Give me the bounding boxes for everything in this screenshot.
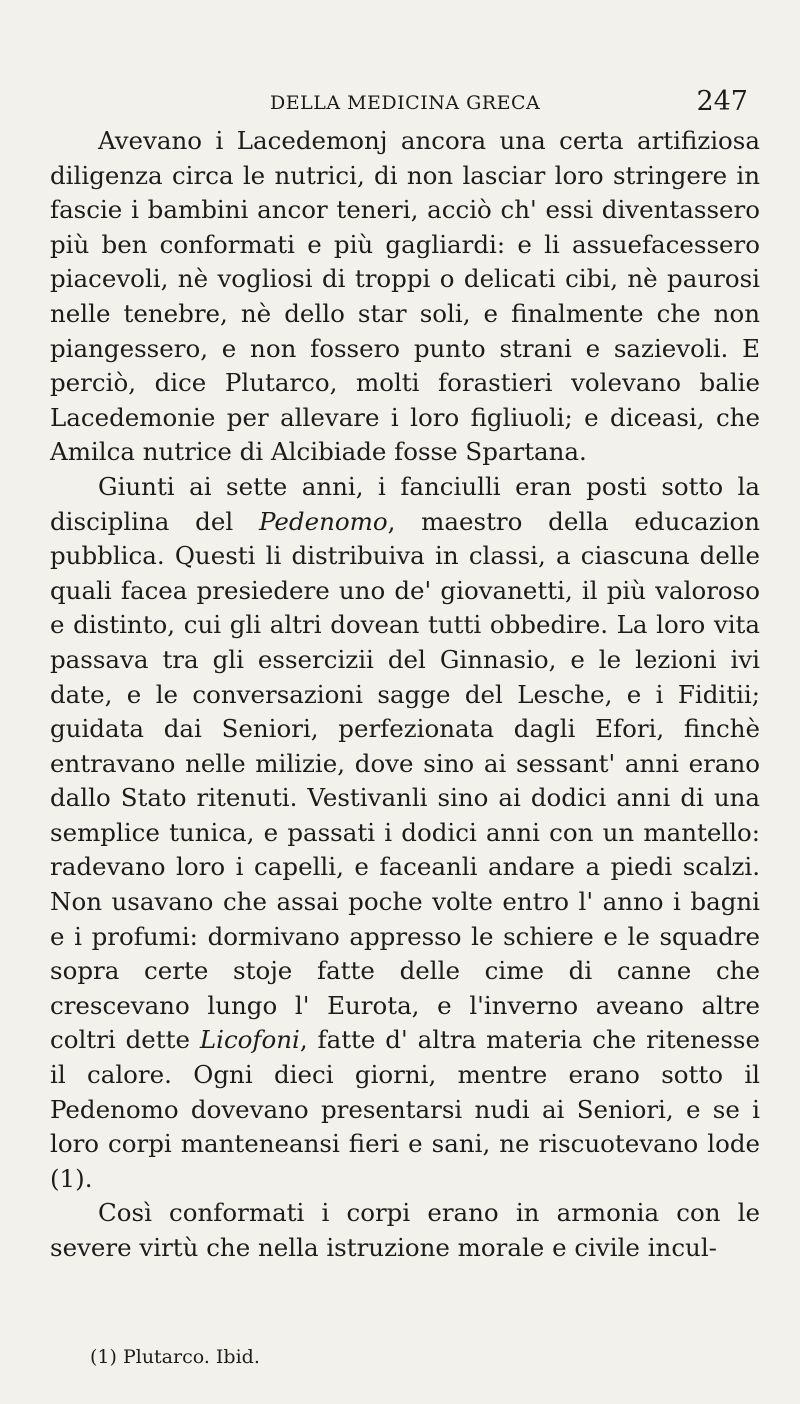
page-header: [0, 86, 800, 122]
paragraph-2-text-c: , maestro della educazion pubblica. Questi li distribuiva in classi, a ciascuna delle quali facea presiedere uno de' giovanetti, il più valoroso e distinto, cui gli altri dovean tutti obbedire. La loro vita passava tra gli essercizii del Ginnasio, e le lezioni ivi date, e le conversazioni sagge del Lesche, e i Fiditii; guidata dai Seniori, perfezionata dagli Efori, finchè entravano nelle milizie, dove sino ai sessant' anni erano dallo Stato ritenuti. Vestivanli sino ai dodici anni di una semplice tunica, e passati i dodici anni con un mantello: radevano loro i capelli, e faceanli andare a piedi scalzi. Non usavano che assai poche volte entro l' anno i bagni e i profumi: dormivano appresso le schiere e le squadre sopra certe stoje fatte delle cime di canne che crescevano lungo l' Eurota, e l'inverno aveano altre coltri dette: [50, 506, 760, 1055]
body-text: [50, 124, 760, 1266]
paragraph-1: [50, 124, 760, 470]
paragraph-3-text: Così conformati i corpi erano in armonia con le severe virtù che nella istruzione morale e civile incul-: [50, 1198, 760, 1262]
paragraph-1-text: Avevano i Lacedemonj ancora una certa artifiziosa diligenza circa le nutrici, di non lasciar loro stringere in fascie i bambini ancor teneri, acciò ch' essi diventassero più ben conformati e più gagliardi: e li assuefacessero piacevoli, nè vogliosi di troppi o delicati cibi, nè paurosi nelle tenebre, nè dello star soli, e finalmente che non piangessero, e non fossero punto strani e sazievoli. E perciò, dice Plutarco, molti forastieri volevano balie Lacedemonie per allevare i loro figliuoli; e diceasi, che Amilca nutrice di Alcibiade fosse Spartana.: [50, 126, 760, 467]
footnote: (1) Plutarco. Ibid.: [90, 1346, 260, 1368]
paragraph-2: [50, 470, 760, 1196]
term-licofoni: Licofoni: [199, 1025, 300, 1055]
term-pedenomo: Pedenomo: [259, 506, 388, 536]
paragraph-3: [50, 1196, 760, 1265]
paragraph-2-text-a: Giunti ai sette anni, i fanciulli eran posti sotto la disciplina del: [50, 471, 760, 536]
running-head: DELLA MEDICINA GRECA: [270, 92, 541, 114]
paragraph-2-text-e: , fatte d' altra materia che ritenesse il calore. Ogni dieci giorni, mentre erano sotto il Pedenomo dovevano presentarsi nudi ai Seniori, e se i loro corpi manteneansi fieri e sani, ne riscuotevano lode (1).: [50, 1025, 760, 1193]
page-number: 247: [696, 86, 748, 117]
